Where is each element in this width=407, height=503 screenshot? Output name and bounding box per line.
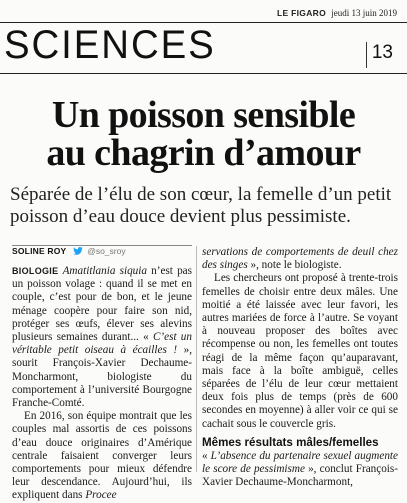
paragraph	[202, 272, 398, 430]
twitter-bird-icon	[73, 247, 83, 257]
quote: servations de comportements de deuil chez des singes	[202, 246, 398, 272]
paragraph-text: », note le biologiste.	[247, 259, 342, 272]
newspaper-brand: LE FIGARO	[277, 8, 326, 18]
paragraph	[12, 410, 192, 502]
headline-line-2: au chagrin d’amour	[46, 132, 361, 174]
issue-date: jeudi 13 juin 2019	[331, 8, 397, 18]
species-name: Amatitlania siquia	[62, 265, 147, 277]
paragraph-text: «	[202, 449, 211, 462]
page-number: 13	[371, 42, 393, 63]
section-keyword: BIOLOGIE	[12, 266, 59, 276]
paragraph-text: », sourit François-Xavier Dechaume-Moncharmont, biologiste du comportement à l’université Bourgogne Franche-Comté.	[12, 344, 193, 410]
author-handle: @so_sroy	[87, 246, 126, 256]
masthead	[277, 8, 397, 18]
article-subhead: Mêmes résultats mâles/femelles	[202, 435, 379, 449]
section-title: SCIENCES	[4, 23, 216, 67]
section-rule	[0, 73, 407, 74]
article-column-1	[12, 265, 192, 503]
paragraph-text: Les chercheurs ont proposé à trente-trois femelles de choisir entre deux mâles. Une moitié a été laissée avec leur favori, les autres mariées de force à l’autre. Se voyant à nouveau proposer des boîtes avec récompense ou non, les femelles ont toutes réagi de la même façon qu’auparavant, mais face à la boîte ambiguë, celles séparées de l’élu de leur cœur mettaient deux fois plus de temps (près de 600 secondes en moyenne) à aller voir ce qui se cachait sous le couvercle gris.	[202, 272, 398, 430]
column-divider	[196, 246, 197, 472]
paragraph-text: n’est pas un poisson volage : quand il se met en couple, c’est pour de bon, et le jeune ménage coopère pour faire son nid, protéger ses œufs, élever ses alevins plusieurs semaines durant... «	[12, 265, 192, 344]
quote: L’absence du partenaire sexuel augmente le score de pessimisme	[202, 449, 398, 476]
journal-name: Procee	[85, 489, 117, 502]
paragraph	[12, 265, 192, 410]
paragraph	[202, 246, 398, 272]
article-column-2	[202, 246, 398, 489]
article-dek: Séparée de l’élu de son cœur, la femelle d’un petit poisson d’eau douce devient plus pessimiste.	[10, 184, 392, 227]
article-headline	[0, 96, 407, 172]
headline-line-1: Un poisson sensible	[51, 94, 356, 136]
page-number-divider	[366, 42, 367, 68]
paragraph	[202, 450, 398, 490]
quote: C’est un véritable petit oiseau à écailles !	[12, 331, 192, 357]
author-name: SOLINE ROY	[12, 246, 67, 256]
paragraph-text: En 2016, son équipe montrait que les couples mal assortis de ces poissons d’eau douce originaires d’Amérique centrale faisaient converger leurs comportements pour mieux défendre leur descendance. Aujourd’hui, ils expliquent dans	[12, 410, 192, 502]
paragraph-text: », conclut François-Xavier Dechaume-Moncharmont,	[202, 463, 398, 489]
byline	[12, 245, 192, 257]
